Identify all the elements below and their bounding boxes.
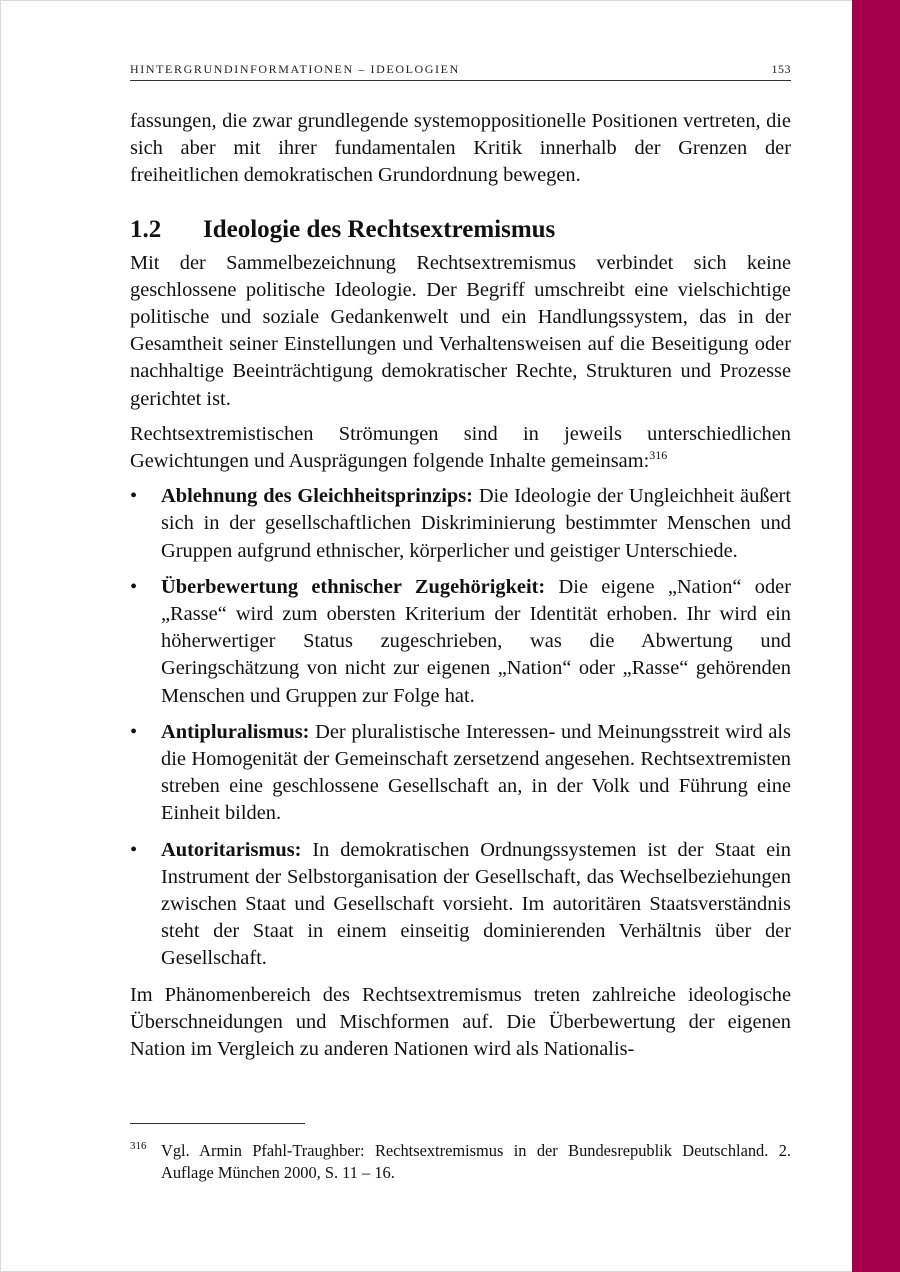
bullet-icon: • [130, 838, 138, 861]
bullet-term: Überbewertung ethnischer Zugehörigkeit: [161, 575, 546, 598]
page-number: 153 [771, 62, 791, 76]
running-header-title: HINTERGRUNDINFORMATIONEN – IDEOLOGIEN [130, 62, 460, 76]
paragraph-definition: Mit der Sammelbezeichnung Rechtsextremismus verbindet sich keine geschlossene politische Ideologie. Der Begriff umschreibt eine vielschichtige politische und soziale Gedankenwelt und ein Handlungssystem, das in der Gesamtheit seiner Einstellungen und Verhaltensweisen auf die Beseitigung oder nachhaltige Beeinträchtigung demokratischer Rechte, Strukturen und Prozesse gerichtet ist. [130, 251, 791, 410]
bullet-term: Ablehnung des Gleichheitsprinzips: [161, 485, 473, 508]
list-item [130, 719, 791, 828]
list-item [130, 837, 791, 973]
ideology-bullet-list [130, 483, 791, 972]
footnote-number: 316 [130, 1140, 147, 1152]
list-item [130, 574, 791, 710]
bullet-icon: • [130, 575, 138, 598]
accent-side-bar [852, 0, 900, 1272]
bullet-icon: • [130, 720, 138, 743]
paragraph-common-contents [130, 421, 791, 475]
bullet-icon: • [130, 485, 138, 508]
bullet-term: Autoritarismus: [161, 838, 302, 861]
footnote-reference[interactable]: 316 [649, 448, 668, 463]
list-item [130, 483, 791, 565]
paragraph-common-contents-text: Rechtsextremistischen Strömungen sind in jeweils unterschiedlichen Gewichtungen und Ausprägungen folgende Inhalte gemeinsam: [130, 422, 791, 473]
section-title: Ideologie des Rechtsextremismus [203, 215, 556, 243]
paragraph-overlaps: Im Phänomenbereich des Rechtsextremismus treten zahlreiche ideologische Überschneidungen und Mischformen auf. Die Überbewertung der eigenen Nation im Vergleich zu anderen Nationen wird als Nationalis- [130, 983, 791, 1061]
footnote [130, 1140, 791, 1184]
section-heading [130, 214, 791, 246]
bullet-text: Die eigene „Nation“ oder „Rasse“ wird zum obersten Kriterium der Identität erhoben. Ihr wird ein höherwertiger Status zugeschrieben, was die Abwertung und Geringschätzung von nicht zur eigenen „Nation“ oder „Rasse“ gehörenden Menschen und Gruppen zur Folge hat. [161, 575, 791, 707]
bullet-text: Der pluralistische Interessen- und Meinungsstreit wird als die Homogenität der Gemeinschaft zersetzend angesehen. Rechtsextremisten streben eine geschlossene Gesellschaft an, in der Volk und Führung eine Einheit bilden. [161, 720, 791, 825]
section-number: 1.2 [130, 215, 162, 243]
main-text [130, 108, 791, 1063]
footnote-separator [130, 1123, 305, 1124]
bullet-text: Die Ideologie der Ungleichheit äußert sich in der gesellschaftlichen Diskriminierung bestimmter Menschen und Gruppen aufgrund ethnischer, körperlicher und geistiger Unterschiede. [161, 485, 791, 562]
footnote-text: Vgl. Armin Pfahl-Traughber: Rechtsextremismus in der Bundesrepublik Deutschland. 2. Auflage München 2000, S. 11 – 16. [161, 1141, 791, 1182]
bullet-term: Antipluralismus: [161, 720, 310, 743]
intro-paragraph: fassungen, die zwar grundlegende systemoppositionelle Positionen vertreten, die sich aber mit ihrer fundamentalen Kritik innerhalb der Grenzen der freiheitlichen demokratischen Grundordnung bewegen. [130, 110, 791, 187]
running-header [130, 62, 791, 81]
bullet-text: In demokratischen Ordnungssystemen ist der Staat ein Instrument der Selbstorganisation der Gesellschaft, das Wechselbeziehungen zwischen Staat und Gesellschaft vorsieht. Im autoritären Staatsverständnis steht der Staat in einem einseitig dominierenden Verhältnis über der Gesellschaft. [161, 838, 791, 970]
